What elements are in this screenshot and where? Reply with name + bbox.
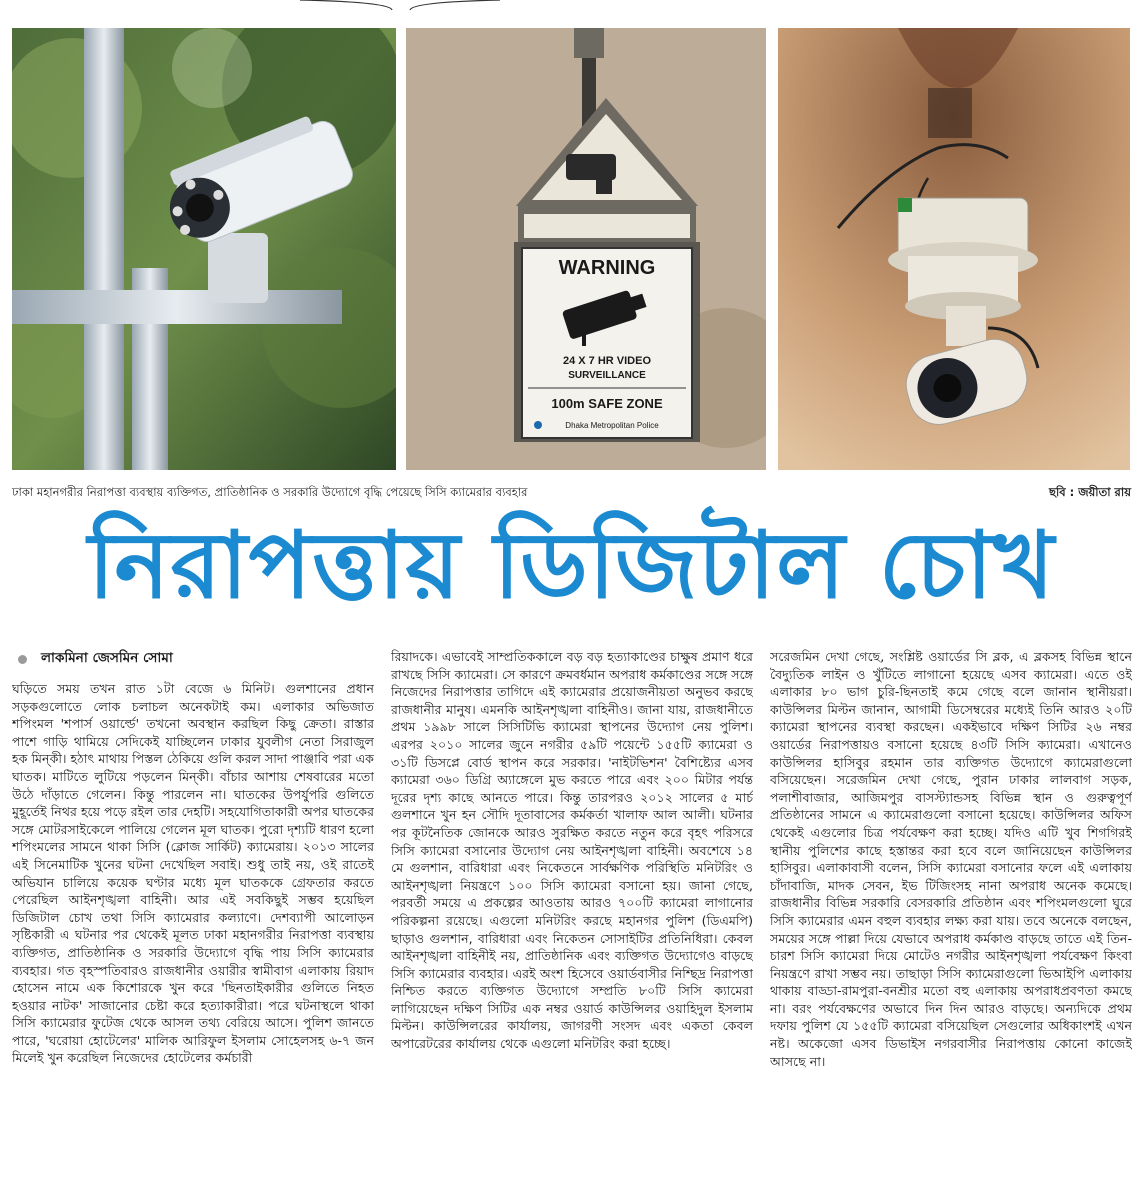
article-column-1 xyxy=(12,648,374,1184)
article-body xyxy=(12,648,1132,1184)
photo-dome-camera xyxy=(778,28,1130,470)
photo-warning-sign xyxy=(406,28,766,470)
byline xyxy=(12,648,374,670)
byline-author: লাকমিনা জেসমিন সোমা xyxy=(41,650,173,667)
top-frame-ornament xyxy=(0,0,1143,14)
sign-line-1: 24 X 7 HR VIDEO xyxy=(562,355,652,367)
headline: নিরাপত্তায় ডিজিটাল চোখ xyxy=(88,511,1055,619)
paragraph-2: রিয়াদকে। এভাবেই সাম্প্রতিককালে বড় বড় হত্যাকাণ্ডের চাক্ষুষ প্রমাণ ধরে রাখছে সিসি ক্যামেরা। সে কারণে ক্রমবর্ধমান অপরাধ কর্মকাণ্ডের সঙ্গে সঙ্গে নিজেদের নিরাপত্তার তাগিদে এই ক্যামেরার প্রয়োজনীয়তা অনুভব করছে রাজধানীর মানুষ। এমনকি আইনশৃঙ্খলা বাহিনীও। জানা যায়, রাজধানীতে প্রথম ১৯৯৮ সালে সিসিটিভি ক্যামেরা স্থাপনের উদ্যোগ নেয় পুলিশ। এরপর ২০১০ সালের জুনে নগরীর ৫৯টি পয়েন্টে ১৫৫টি ক্যামেরা ও ৩১টি ডিসপ্লে বোর্ড স্থাপন করে সরকার। 'নাইটভিশন' বৈশিষ্ট্যের এসব ক্যামেরা ৩৬০ ডিগ্রি অ্যাঙ্গেলে মুভ করতে পারে এবং ২০০ মিটার পর্যন্ত দূরের দৃশ্য কাছে আনতে পারে। কিন্তু তারপরও ২০১২ সালের ৫ মার্চ গুলশানে খুন হন সৌদি দূতাবাসের কর্মকর্তা খালাফ আল আলী। ঘটনার পর কূটনৈতিক জোনকে আরও সুরক্ষিত করতে নতুন করে বৃহৎ পরিসরে সিসি ক্যামেরা বসানোর উদ্যোগ নেয় আইনশৃঙ্খলা বাহিনী। অবশেষে ১৪ মে গুলশান, বারিধারা এবং নিকেতনে সার্বক্ষণিক পরিস্থিতি মনিটরিং ও আইনশৃঙ্খলা নিয়ন্ত্রণে ১০০ সিসি ক্যামেরা বসানো হয়। জানা গেছে, পরবর্তী সময়ে এ প্রকল্পের আওতায় আরও ৭০০টি ক্যামেরা লাগানোর পরিকল্পনা রয়েছে। এগুলো মনিটরিং করছে মহানগর পুলিশ (ডিএমপি) ছাড়াও গুলশান, বারিধারা এবং নিকেতন সোসাইটির প্রতিনিধিরা। কেবল আইনশৃঙ্খলা বাহিনীই নয়, প্রাতিষ্ঠানিক এবং ব্যক্তিগত উদ্যোগেও বাড়ছে সিসি ক্যামেরার ব্যবহার। এরই অংশ হিসেবে ওয়ার্ডবাসীর নিশ্ছিদ্র নিরাপত্তা নিশ্চিত করতে ব্যক্তিগত উদ্যোগে সম্প্রতি ৮০টি সিসি ক্যামেরা লাগিয়েছেন দক্ষিণ সিটির এক নম্বর ওয়ার্ড কাউন্সিলর ওয়াহিদুল ইসলাম মিল্টন। কাউন্সিলরের কার্যালয়, জাগরণী সংসদ এবং একতা কেবল অপারেটরের কার্যালয় থেকে এগুলো মনিটরিং করা হচ্ছে। xyxy=(391,649,753,1052)
photo-credit: ছবি : জয়ীতা রায় xyxy=(1048,485,1131,499)
sign-line-2: SURVEILLANCE xyxy=(568,370,646,381)
article-column-3 xyxy=(770,648,1132,1184)
article-column-2 xyxy=(391,648,753,1184)
photo-caption: ঢাকা মহানগরীর নিরাপত্তা ব্যবস্থায় ব্যক্তিগত, প্রাতিষ্ঠানিক ও সরকারি উদ্যোগে বৃদ্ধি পেয়েছে সিসি ক্যামেরার ব্যবহার xyxy=(12,485,528,499)
sign-warning: WARNING xyxy=(558,257,656,279)
sign-safe-zone: 100m SAFE ZONE xyxy=(551,396,663,411)
bullet-icon xyxy=(18,655,27,664)
paragraph-3: সরেজমিন দেখা গেছে, সংশ্লিষ্ট ওয়ার্ডের সি ব্লক, এ ব্লকসহ বিভিন্ন স্থানে বৈদ্যুতিক লাইন ও খুঁটিতে লাগানো হয়েছে এসব ক্যামেরা। এতে ওই এলাকার ৮০ ভাগ চুরি-ছিনতাই কমে গেছে বলে জানান স্থানীয়রা। কাউন্সিলর মিল্টন জানান, আগামী ডিসেম্বরের মধ্যেই তিনি আরও ২০টি ক্যামেরা স্থাপনের ব্যবস্থা করছেন। একইভাবে দক্ষিণ সিটির ২৬ নম্বর ওয়ার্ডের নিরাপত্তায়ও বসানো হয়েছে ৪৩টি সিসি ক্যামেরা। এখানেও কাউন্সিলর হাসিবুর রহমান তার ব্যক্তিগত উদ্যোগে ক্যামেরাগুলো বসিয়েছেন। সরেজমিন দেখা গেছে, পুরান ঢাকার লালবাগ সড়ক, পলাশীবাজার, আজিমপুর বাসস্ট্যান্ডসহ বিভিন্ন স্থান ও গুরুত্বপূর্ণ প্রতিষ্ঠানের সামনে এ ক্যামেরাগুলো বসানো হয়েছে। কাউন্সিলর অফিস থেকেই এগুলোর চিত্র পর্যবেক্ষণ করা হচ্ছে। যদিও এটি খুব শিগগিরই স্থানীয় পুলিশের কাছে হস্তান্তর করা হবে বলে জানিয়েছেন কাউন্সিলর হাসিবুর। এলাকাবাসী বলেন, সিসি ক্যামেরা বসানোর ফলে এই এলাকায় চাঁদাবাজি, মাদক সেবন, ইভ টিজিংসহ নানা অপরাধ অনেক কমেছে। রাজধানীর বিভিন্ন সরকারি বেসরকারি প্রতিষ্ঠান এবং শপিংমলগুলো ঘুরে সিসি ক্যামেরার এমন বহুল ব্যবহার লক্ষ্য করা যায়। তবে অনেকে বলছেন, সময়ের সঙ্গে পাল্লা দিয়ে যেভাবে অপরাধ কর্মকাণ্ড বাড়ছে তাতে এই তিন-চারশ সিসি ক্যামেরা দিয়ে মোটেও নগরীর আইনশৃঙ্খলা পর্যবেক্ষণ কিংবা নিয়ন্ত্রণে রাখা সম্ভব নয়। তাছাড়া সিসি ক্যামেরাগুলো ভিআইপি এলাকায় থাকায় বাড্ডা-রামপুরা-বনশ্রীর মতো বহু এলাকায় অপরাধপ্রবণতা কমছে না। বরং পর্যবেক্ষণের অভাবে দিন দিন আরও বাড়ছে। অন্যদিকে প্রথম দফায় পুলিশ যে ১৫৫টি ক্যামেরা বসিয়েছিল সেগুলোর অধিকাংশই এখন নষ্ট। অকেজো এসব ডিভাইস নগরবাসীর নিরাপত্তায় কোনো কাজেই আসছে না। xyxy=(770,649,1132,1069)
photo-street-camera xyxy=(12,28,396,470)
paragraph-1: ঘড়িতে সময় তখন রাত ১টা বেজে ৬ মিনিট। গুলশানের প্রধান সড়কগুলোতে লোক চলাচল অনেকটাই কম। এলাকার অভিজাত শপিংমল 'শপার্স ওয়ার্ল্ডে' তখনো অবস্থান করছিল কিছু ক্রেতা। রাস্তার পাশে গাড়ি থামিয়ে সেদিকেই যাচ্ছিলেন ঢাকার যুবলীগ নেতা সিরাজুল হক মিন্কী। হঠাৎ মাথায় পিস্তল ঠেকিয়ে গুলি করল সাদা পাঞ্জাবি পরা এক ঘাতক। মাটিতে লুটিয়ে পড়লেন মিন্কী। বাঁচার আশায় শেষবারের মতো উঠে দাঁড়াতে গেলেন। কিন্তু পারলেন না। ঘাতকের উপর্যুপরি গুলিতে মুহূর্তেই নিথর হয়ে পড়ে রইল তার দেহটি। সহযোগিতাকারী অপর ঘাতকের সঙ্গে মোটরসাইকেলে পালিয়ে গেলেন মূল ঘাতক। পুরো দৃশ্যটি ধারণ হলো শপিংমলের সামনে থাকা সিসি (ক্লোজ সার্কিট) ক্যামেরায়। ২০১৩ সালের এই সিনেমাটিক খুনের ঘটনা দেখেছিল সবাই। শুধু তাই নয়, ওই রাতেই অভিযান চালিয়ে কয়েক ঘণ্টার মধ্যে মূল ঘাতককে গ্রেফতার করতে পেরেছিল আইনশৃঙ্খলা বাহিনী। আর এই সবকিছুই সম্ভব হয়েছিল ডিজিটাল চোখ তথা সিসি ক্যামেরার কল্যাণে। দেশব্যাপী আলোড়ন সৃষ্টিকারী এ ঘটনার পর থেকেই মূলত ঢাকা মহানগরীর নিরাপত্তা ব্যবস্থায় ব্যক্তিগত, প্রাতিষ্ঠানিক ও সরকারি উদ্যোগে বৃদ্ধি পায় সিসি ক্যামেরার ব্যবহার। গত বৃহস্পতিবারও রাজধানীর ওয়ারীর স্বামীবাগ এলাকায় রিয়াদ হোসেন নামে এক কিশোরকে খুন করে 'ছিনতাইকারীর গুলিতে নিহত হওয়ার নাটক' সাজানোর চেষ্টা করে হত্যাকারীরা। পরে ঘটনাস্থলে থাকা সিসি ক্যামেরার ফুটেজ থেকে আসল তথ্য বেরিয়ে আসে। পুলিশ জানতে পারে, 'ঘরোয়া হোটেলের' মালিক আরিফুল ইসলাম সোহেলসহ ৬-৭ জন মিলেই খুন করেছিল নিজেদের হোটেলের কর্মচারী xyxy=(12,681,374,1066)
sign-police: Dhaka Metropolitan Police xyxy=(565,421,659,430)
